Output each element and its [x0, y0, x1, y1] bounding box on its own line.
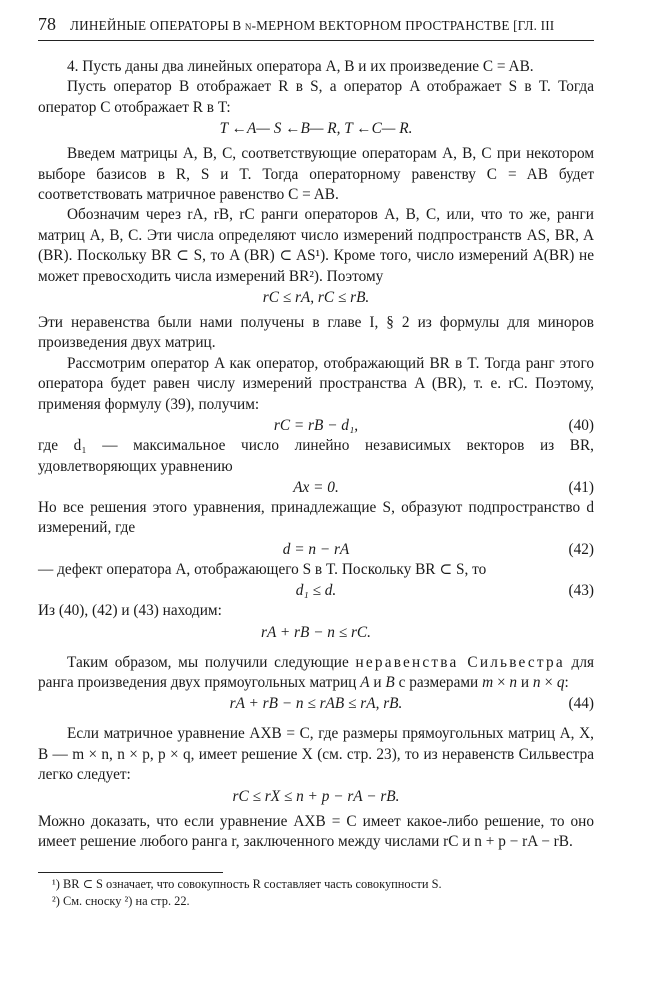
formula-rank-inequality — [38, 287, 594, 308]
page-number: 78 — [38, 14, 56, 34]
footnote-2: ²) См. сноску ²) на стр. 22. — [52, 894, 190, 909]
equation-44 — [38, 693, 594, 714]
equation-41-text: Ax = 0. — [293, 478, 339, 496]
equation-43-text: d₁ ≤ d. — [295, 582, 337, 600]
equation-44-text: rA + rB − n ≤ rAB ≤ rA, rB. — [229, 695, 403, 713]
paragraph-3: Введем матрицы A, B, C, соответствующие операторам A, B, C при некотором выборе базисов в R, S и T. Тогда операторному равенству C = AB будет соответствовать матричное равенство C = AB. — [38, 145, 594, 204]
paragraph-6: Рассмотрим оператор A как оператор, отображающий BR в T. Тогда ранг этого оператора будет равен числу измерений пространства A (BR), т. е. rC. Поэтому, применяя формулу (39), получим: — [38, 354, 594, 413]
paragraph-5: Эти неравенства были нами получены в главе I, § 2 из формулы для миноров произведения двух матриц. — [38, 314, 594, 352]
paragraph-11: Таким образом, мы получили следующие неравенства Сильвестра для ранга произведения двух прямоугольных матриц A и B с размерами m × n и n × q: — [38, 653, 594, 691]
paragraph-1: 4. Пусть даны два линейных оператора A, B и их произведение C = AB. — [67, 58, 534, 75]
formula-mapping-text: T ←A— S ←B— R, T ←C— R. — [219, 120, 413, 138]
formula-combined-text: rA + rB − n ≤ rC. — [261, 623, 371, 641]
footnote-rule — [38, 872, 223, 873]
equation-43-number: (43) — [568, 582, 594, 600]
formula-rank-inequality-text: rC ≤ rA, rC ≤ rB. — [262, 289, 370, 307]
paragraph-9: — дефект оператора A, отображающего S в T. Поскольку BR ⊂ S, то — [38, 560, 487, 578]
page-body — [38, 57, 594, 910]
formula-solution — [38, 786, 594, 807]
equation-42 — [38, 539, 594, 560]
paragraph-2: Пусть оператор B отображает R в S, а оператор A отображает S в T. Тогда оператор C отображает R в T: — [38, 78, 594, 116]
book-page — [38, 14, 594, 910]
equation-43 — [38, 580, 594, 601]
paragraph-8: Но все решения этого уравнения, принадлежащие S, образуют подпространство d измерений, где — [38, 498, 594, 537]
formula-solution-text: rC ≤ rX ≤ n + p − rA − rB. — [232, 787, 400, 805]
paragraph-10: Из (40), (42) и (43) находим: — [38, 602, 222, 620]
formula-combined — [38, 622, 594, 643]
equation-42-number: (42) — [568, 540, 594, 558]
equation-40 — [38, 415, 594, 436]
equation-42-text: d = n − rA — [282, 540, 350, 558]
paragraph-7: где d₁ — максимальное число линейно независимых векторов из BR, удовлетворяющих уравнению — [38, 437, 594, 475]
equation-41 — [38, 477, 594, 498]
equation-44-number: (44) — [568, 695, 594, 713]
page-header — [38, 14, 594, 41]
equation-40-text: rC = rB − d₁, — [273, 417, 359, 435]
equation-40-number: (40) — [568, 417, 594, 435]
equation-41-number: (41) — [568, 478, 594, 496]
paragraph-13: Можно доказать, что если уравнение AXB = C имеет какое-либо решение, то оно имеет решение любого ранга r, заключенного между числами rC и n + p − rA − rB. — [38, 812, 594, 850]
paragraph-4: Обозначим через rA, rB, rC ранги операторов A, B, C, или, что то же, ранги матриц A, B, C. Эти числа определяют число измерений подпространств AS, BR, A (BR). Поскольку BR ⊂ S, то A (BR) ⊂ AS¹). Кроме того, число измерений A(BR) не может превосходить числа измерений BR²). Поэтому — [38, 206, 594, 285]
formula-mapping — [38, 118, 594, 139]
paragraph-12: Если матричное уравнение AXB = C, где размеры прямоугольных матриц A, X, B — m × n, n × p, p × q, имеет решение X (см. стр. 23), то из неравенств Сильвестра легко следует: — [38, 725, 594, 784]
running-title: ЛИНЕЙНЫЕ ОПЕРАТОРЫ В n-МЕРНОМ ВЕКТОРНОМ ПРОСТРАНСТВЕ [ГЛ. III — [70, 18, 555, 33]
footnote-1: ¹) BR ⊂ S означает, что совокупность R составляет часть совокупности S. — [52, 877, 442, 892]
